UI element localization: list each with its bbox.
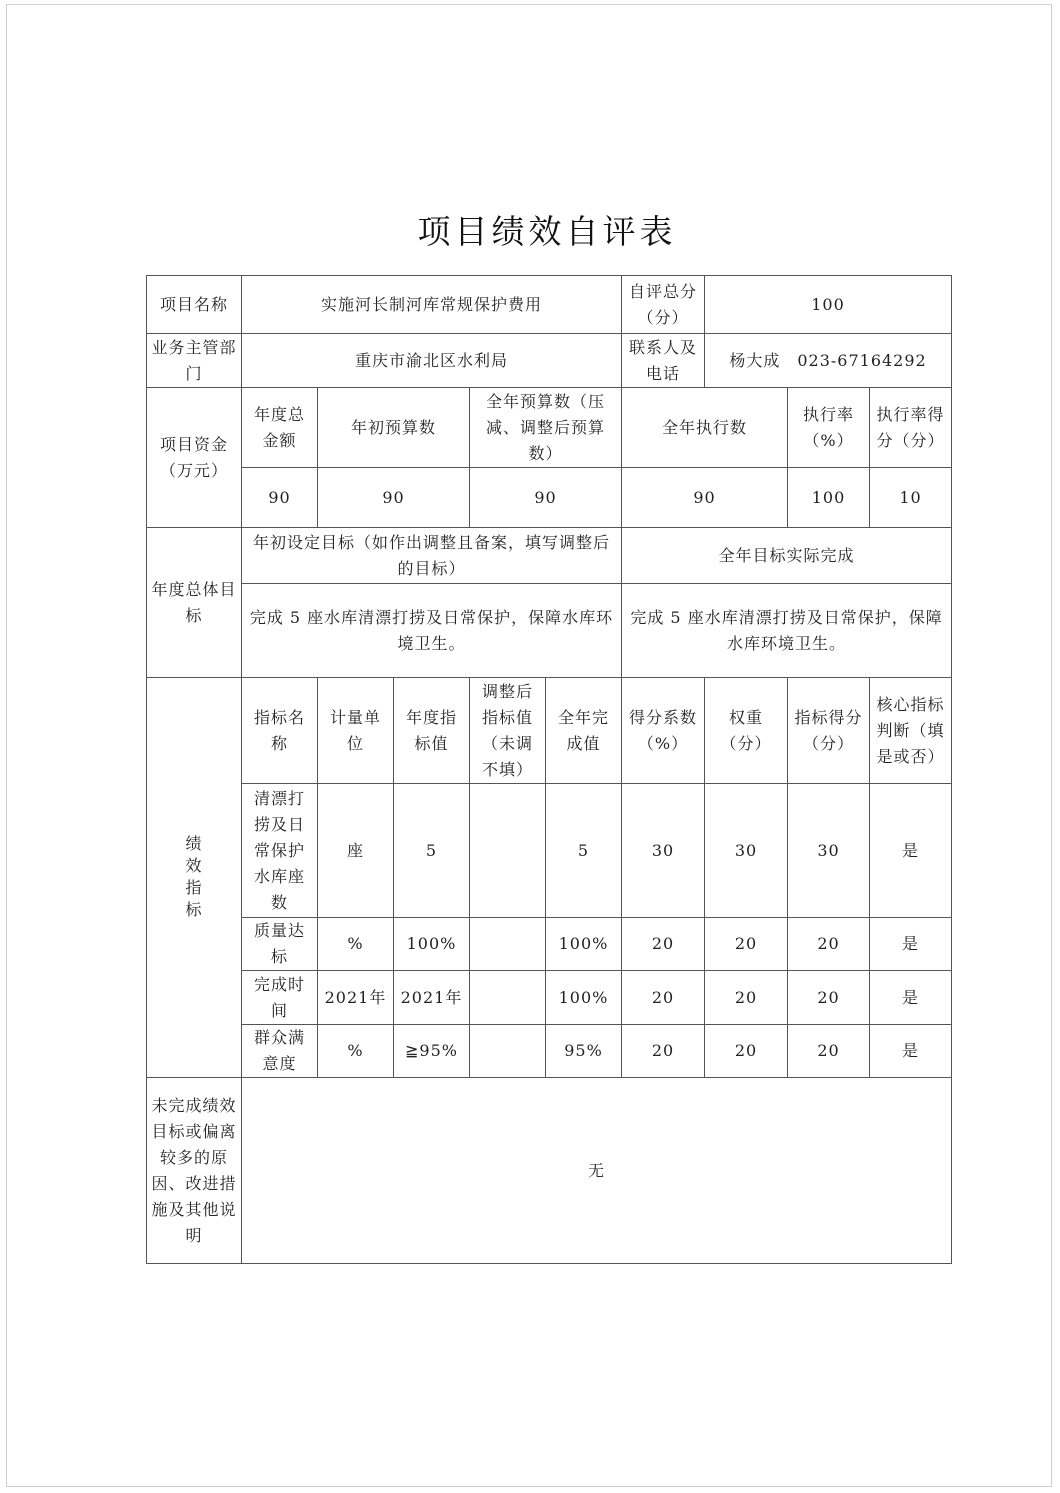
funds-value: 100 [788, 468, 870, 528]
indicator-cell: 5 [394, 784, 470, 918]
indicator-cell: 95% [546, 1025, 622, 1078]
funds-header: 年初预算数 [318, 388, 470, 468]
indicator-cell: 30 [788, 784, 870, 918]
indicator-cell [470, 918, 546, 971]
notes-value: 无 [242, 1078, 952, 1264]
funds-value: 90 [470, 468, 622, 528]
indicator-cell: 30 [622, 784, 705, 918]
indicator-cell: 是 [870, 971, 952, 1025]
planned-goals-text: 完成 5 座水库清漂打捞及日常保护，保障水库环境卫生。 [242, 584, 622, 678]
document-title: 项目绩效自评表 [417, 212, 677, 251]
indicator-header: 核心指标判断（填是或否） [870, 678, 952, 784]
indicator-cell: 5 [546, 784, 622, 918]
indicator-cell: 20 [622, 1025, 705, 1078]
indicator-cell: ≧95% [394, 1025, 470, 1078]
indicator-cell: 100% [546, 918, 622, 971]
indicator-header: 权重（分） [705, 678, 788, 784]
indicator-cell: 群众满意度 [242, 1025, 318, 1078]
indicators-label [147, 678, 242, 1078]
funds-header: 执行率（%） [788, 388, 870, 468]
actual-goals-text: 完成 5 座水库清漂打捞及日常保护，保障水库环境卫生。 [622, 584, 952, 678]
project-name: 实施河长制河库常规保护费用 [242, 276, 622, 334]
indicator-cell: 20 [705, 1025, 788, 1078]
indicator-cell: 是 [870, 918, 952, 971]
indicator-header: 全年完成值 [546, 678, 622, 784]
annual-goals-label: 年度总体目标 [147, 528, 242, 678]
indicator-cell: 20 [788, 918, 870, 971]
notes-label: 未完成绩效目标或偏离较多的原因、改进措施及其他说明 [147, 1078, 242, 1264]
indicator-header: 指标名称 [242, 678, 318, 784]
actual-goals-header: 全年目标实际完成 [622, 528, 952, 584]
indicator-cell: 20 [788, 1025, 870, 1078]
self-score-label: 自评总分（分） [622, 276, 705, 334]
indicator-cell: 20 [622, 971, 705, 1025]
indicator-cell: % [318, 918, 394, 971]
indicator-cell: 20 [705, 918, 788, 971]
indicator-cell: 是 [870, 1025, 952, 1078]
indicators-label-text: 绩效指标 [185, 833, 203, 919]
indicator-header: 调整后指标值（未调不填） [470, 678, 546, 784]
indicator-cell: % [318, 1025, 394, 1078]
indicator-cell: 20 [705, 971, 788, 1025]
indicator-cell: 30 [705, 784, 788, 918]
indicator-header: 年度指标值 [394, 678, 470, 784]
contact-label: 联系人及电话 [622, 334, 705, 388]
indicator-cell: 100% [546, 971, 622, 1025]
funds-header: 执行率得分（分） [870, 388, 952, 468]
dept-name: 重庆市渝北区水利局 [242, 334, 622, 388]
indicator-header: 得分系数（%） [622, 678, 705, 784]
table-row [147, 971, 952, 1025]
indicator-cell [470, 784, 546, 918]
indicator-cell: 是 [870, 784, 952, 918]
funds-value: 90 [622, 468, 788, 528]
indicator-cell: 20 [788, 971, 870, 1025]
project-name-label: 项目名称 [147, 276, 242, 334]
indicator-cell: 质量达标 [242, 918, 318, 971]
indicator-header: 指标得分（分） [788, 678, 870, 784]
funds-header: 全年预算数（压减、调整后预算数） [470, 388, 622, 468]
indicator-cell: 2021年 [318, 971, 394, 1025]
indicator-cell [470, 971, 546, 1025]
table-row [147, 784, 952, 918]
self-score-value: 100 [705, 276, 952, 334]
funds-value: 10 [870, 468, 952, 528]
contact-value: 杨大成 023-67164292 [705, 334, 952, 388]
indicator-cell [470, 1025, 546, 1078]
planned-goals-header: 年初设定目标（如作出调整且备案，填写调整后的目标） [242, 528, 622, 584]
indicator-cell: 20 [622, 918, 705, 971]
table-row [147, 1025, 952, 1078]
indicator-cell: 座 [318, 784, 394, 918]
indicator-header: 计量单位 [318, 678, 394, 784]
funds-value: 90 [318, 468, 470, 528]
funds-header: 全年执行数 [622, 388, 788, 468]
funds-label: 项目资金（万元） [147, 388, 242, 528]
indicator-cell: 完成时间 [242, 971, 318, 1025]
indicator-cell: 2021年 [394, 971, 470, 1025]
evaluation-table [146, 275, 952, 1264]
table-row [147, 918, 952, 971]
funds-value: 90 [242, 468, 318, 528]
indicator-cell: 100% [394, 918, 470, 971]
dept-label: 业务主管部门 [147, 334, 242, 388]
indicator-cell: 清漂打捞及日常保护水库座数 [242, 784, 318, 918]
funds-header: 年度总金额 [242, 388, 318, 468]
